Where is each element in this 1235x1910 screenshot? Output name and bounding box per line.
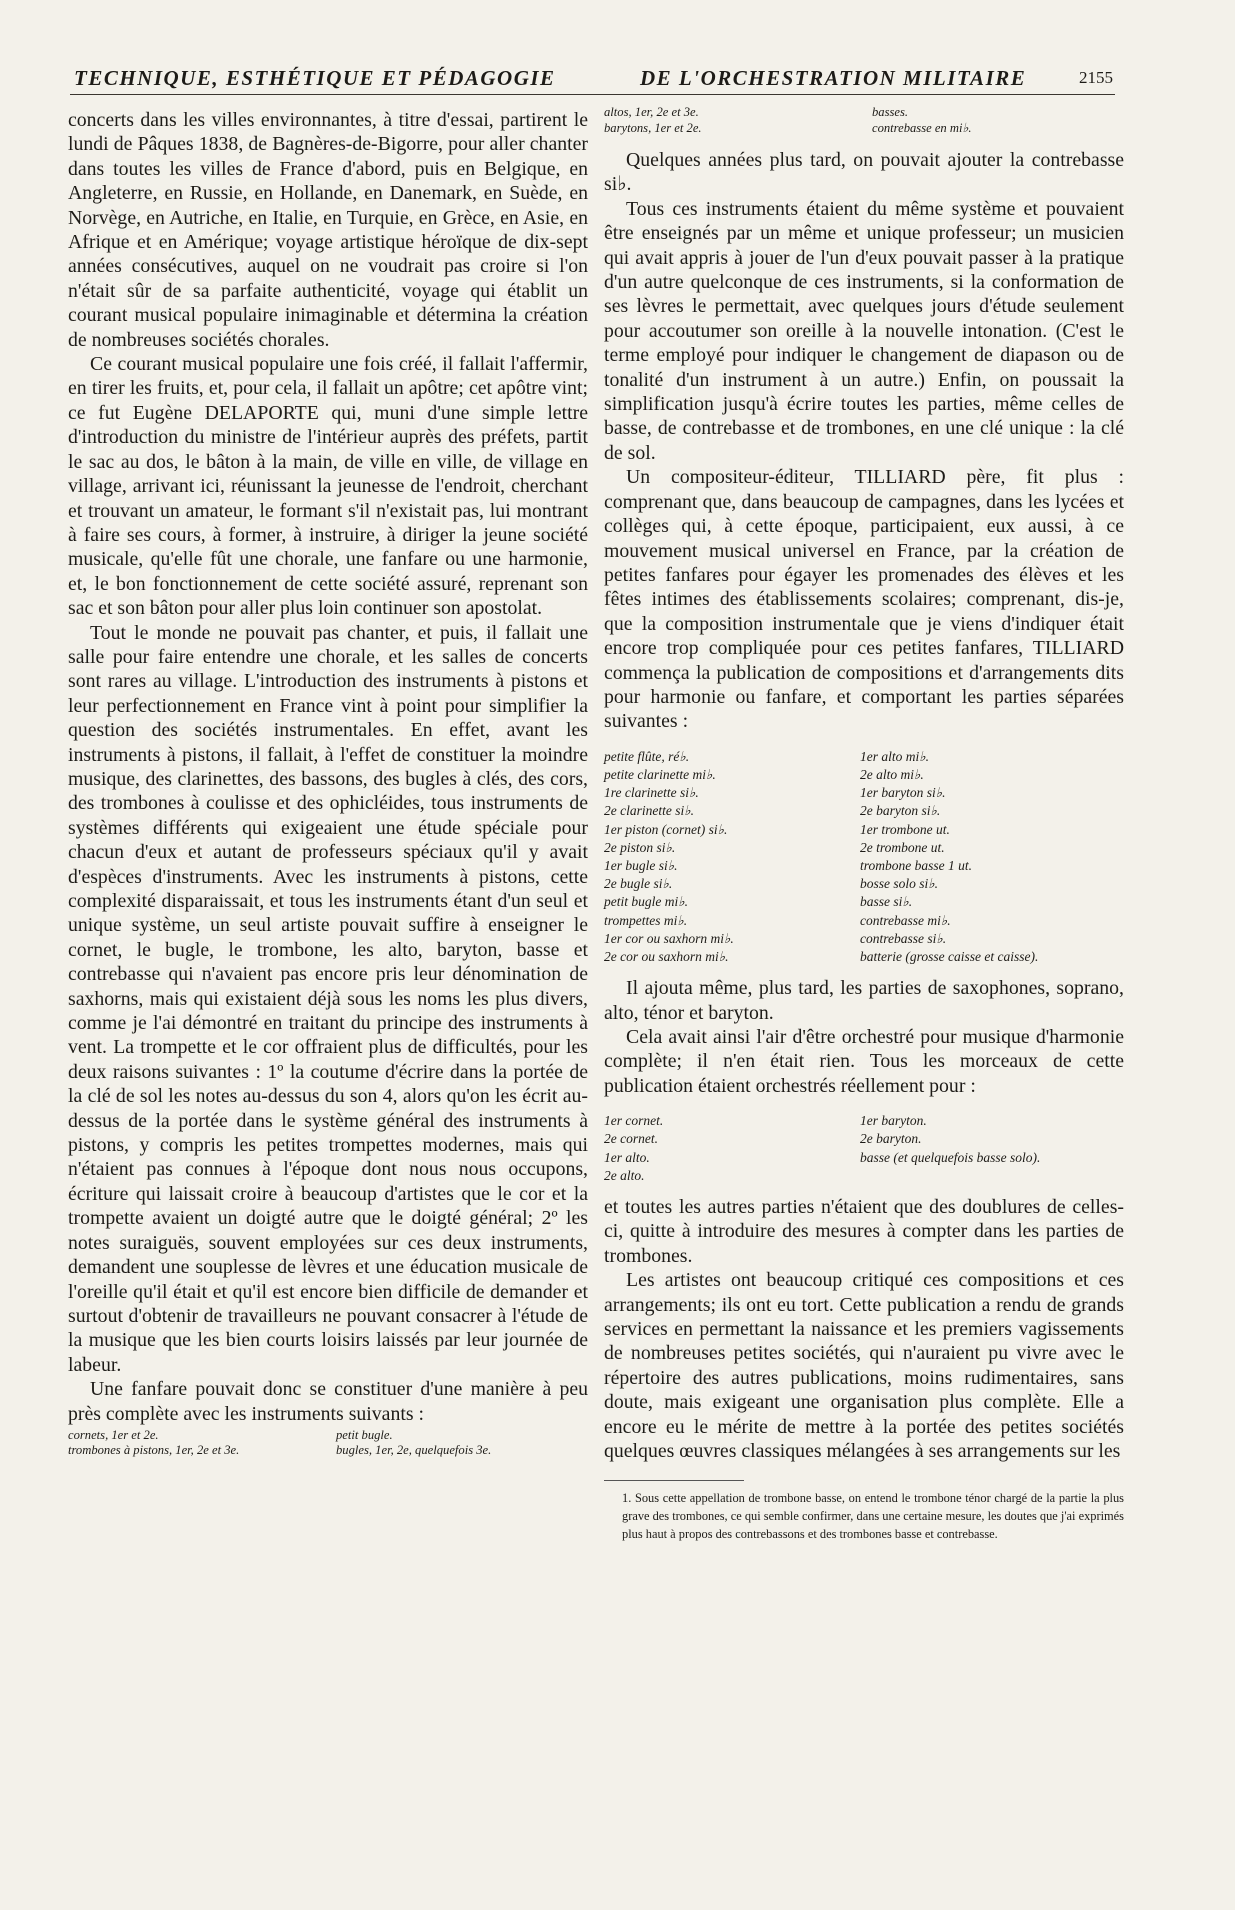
list-item: 2e alto mi♭. — [860, 766, 924, 782]
list-item: 1er trombone ut. — [860, 821, 950, 837]
paragraph: Quelques années plus tard, on pouvait ajouter la contrebasse si♭. — [604, 149, 1124, 196]
running-header — [70, 64, 1115, 95]
list-item: petite flûte, ré♭. — [604, 748, 690, 764]
list-item: 1er bugle si♭. — [604, 857, 678, 873]
list-item: petit bugle. — [336, 1427, 393, 1442]
list-item: 1er piston (cornet) si♭. — [604, 821, 728, 837]
list-item: barytons, 1er et 2e. — [604, 120, 702, 135]
paragraph: concerts dans les villes environnantes, à titre d'essai, partirent le lundi de Pâques 1838, de Bagnères-de-Bigorre, pour aller chanter dans toutes les villes de France d'abord, puis en Belgique, en Angleterre, en Russie, en Hollande, en Danemark, en Suède, en Norvège, en Autriche, en Italie, en Turquie, en Grèce, en Asie, en Afrique et en Amérique; voyage artistique héroïque de dix-sept années consécutives, auquel on ne voudrait pas croire si l'on n'était sûr de sa parfaite authenticité, voyage qui établit un courant musical populaire inimaginable et détermina la création de nombreuses sociétés chorales. — [68, 109, 588, 351]
list-item: 2e clarinette si♭. — [604, 803, 694, 819]
list-item: petit bugle mi♭. — [604, 894, 688, 910]
real-parts-list — [604, 1112, 1124, 1185]
list-item: 1er baryton. — [860, 1113, 927, 1129]
paragraph: et toutes les autres parties n'étaient que des doublures de celles-ci, quitte à introduire des mesures à compter dans les parties de trombones. — [604, 1196, 1124, 1267]
left-column — [68, 108, 588, 1471]
list-item: basse si♭. — [860, 894, 913, 910]
list-item: 2e bugle si♭. — [604, 876, 673, 892]
list-item: 1er cornet. — [604, 1113, 664, 1129]
list-item: batterie (grosse caisse et caisse). — [860, 948, 1039, 964]
list-item: 2e cor ou saxhorn mi♭. — [604, 948, 729, 964]
list-item: 2e baryton. — [860, 1131, 922, 1147]
page-number: 2155 — [1079, 68, 1113, 87]
list-item: contrebasse mi♭. — [860, 912, 951, 928]
footnote-rule — [604, 1480, 744, 1481]
header-right-title: DE L'ORCHESTRATION MILITAIRE — [640, 66, 1027, 90]
list-item: 2e piston si♭. — [604, 839, 676, 855]
list-item: cornets, 1er et 2e. — [68, 1427, 159, 1442]
instrument-list-continued — [604, 105, 1124, 136]
paragraph: Les artistes ont beaucoup critiqué ces compositions et ces arrangements; ils ont eu tort. Cette publication a rendu de grands services en permettant la naissance et les premiers vagissements de nombreuses petites sociétés, qui n'auraient pu vivre avec le répertoire des autres publications, moins rudimentaires, sans doute, mais exigeant une organisation plus complète. Elle a encore eu le mérite de mettre à la portée des petites sociétés quelques œuvres classiques mélangées à ses arrangements sur les — [604, 1269, 1124, 1463]
list-item: basse (et quelquefois basse solo). — [860, 1149, 1041, 1165]
list-item: contrebasse en mi♭. — [872, 120, 972, 135]
paragraph: Ce courant musical populaire une fois créé, il fallait l'affermir, en tirer les fruits, et, pour cela, il fallait un apôtre; cet apôtre vint; ce fut Eugène DELAPORTE qui, muni d'une simple lettre d'introduction du ministre de l'intérieur auprès des préfets, partit le sac au dos, le bâton à la main, de ville en ville, de village en village, arrivant ici, réunissant la jeunesse de l'endroit, cherchant et trouvant un amateur, le formant s'il n'existait pas, lui montrant à faire ses cours, à former, à instruire, à diriger la jeune société musicale, qu'elle fût une chorale, une fanfare ou une harmonie, et, le bon fonctionnement de cette société assuré, reprenant son sac et son bâton pour aller plus loin continuer son apostolat. — [68, 353, 588, 620]
list-item: bosse solo si♭. — [860, 876, 939, 892]
list-item: trompettes mi♭. — [604, 912, 688, 928]
list-item: 2e baryton si♭. — [860, 803, 941, 819]
list-item: 2e cornet. — [604, 1131, 658, 1147]
list-item: 1er alto mi♭. — [860, 748, 929, 764]
right-column — [604, 105, 1124, 1543]
separate-parts-list — [604, 748, 1124, 966]
list-item: 1er baryton si♭. — [860, 785, 946, 801]
list-item: petite clarinette mi♭. — [604, 766, 716, 782]
list-item: 1er cor ou saxhorn mi♭. — [604, 930, 734, 946]
paragraph: Un compositeur-éditeur, TILLIARD père, fit plus : comprenant que, dans beaucoup de campagnes, dans les lycées et collèges qui, à cette époque, participaient, eux aussi, à ce mouvement musical universel en France, par la création de petites fanfares pour égayer les promenades des élèves et les fêtes intimes des établissements scolaires; comprenant, dis-je, que la composition instrumentale que je viens d'indiquer était encore trop compliquée pour ces petites fanfares, TILLIARD commença la publication de compositions et d'arrangements dits pour harmonie ou fanfare, et comportant les parties séparées suivantes : — [604, 466, 1124, 733]
paragraph: Cela avait ainsi l'air d'être orchestré pour musique d'harmonie complète; il n'en était rien. Tous les morceaux de cette publication étaient orchestrés réellement pour : — [604, 1026, 1124, 1097]
list-item: trombones à pistons, 1er, 2e et 3e. — [68, 1443, 240, 1458]
instrument-list — [68, 1428, 588, 1459]
list-item: altos, 1er, 2e et 3e. — [604, 105, 699, 119]
list-item: bugles, 1er, 2e, quelquefois 3e. — [336, 1443, 492, 1458]
paragraph: Tous ces instruments étaient du même système et pouvaient être enseignés par un même et unique professeur; un musicien qui avait appris à jouer de l'un d'eux pouvait passer à la pratique d'un autre quelconque de ces instruments, si la conformation de ses lèvres le permettait, avec quelques jours d'étude seulement pour accoutumer son oreille à la nouvelle intonation. (C'est le terme employé pour indiquer le changement de diapason ou de tonalité d'un instrument à un autre.) Enfin, on poussait la simplification jusqu'à écrire toutes les parties, même celles de basse, de contrebasse et de trombones, en une clé unique : la clé de sol. — [604, 197, 1124, 464]
header-left-title: TECHNIQUE, ESTHÉTIQUE ET PÉDAGOGIE — [74, 66, 556, 90]
footnote-text: 1. Sous cette appellation de trombone basse, on entend le trombone ténor chargé de la partie la plus grave des trombones, ce qui semble confirmer, dans une certaine mesure, les doutes que j'ai exprimés plus haut à propos des contrebassons et des trombones basse et contrebasse. — [622, 1490, 1125, 1541]
list-item: 2e trombone ut. — [860, 839, 945, 855]
paragraph: Tout le monde ne pouvait pas chanter, et puis, il fallait une salle pour faire entendre une chorale, et les salles de concerts sont rares au village. L'introduction des instruments à pistons et leur perfectionnement en France vint à point pour simplifier la question des sociétés instrumentales. En effet, avant les instruments à pistons, il fallait, à l'effet de constituer la moindre musique, des clarinettes, des bassons, des bugles à clés, des cors, des trombones à coulisse et des ophicléides, tous instruments de systèmes différents qui exigeaient une étude spéciale pour chacun d'eux et autant de professeurs spéciaux qu'il y avait d'espèces d'instruments. Avec les instruments à pistons, cette complexité disparaissait, et tous les instruments étant d'un seul et unique système, un seul artiste pouvait suffire à enseigner le cornet, le bugle, le trombone, les alto, baryton, basse et contrebasse qui n'avaient pas encore pris leur dénomination de saxhorns, mais qui existaient déjà sous les noms les plus divers, comme je l'ai démontré en traitant du principe des instruments à vent. La trompette et le cor offraient plus de difficultés, pour les deux raisons suivantes : 1º la coutume d'écrire dans la portée de la clé de sol les notes au-dessus du son 4, alors qu'on les écrit au-dessus de la portée dans le système général des instruments à pistons, y compris les petites trompettes modernes, mais qui n'étaient pas connues à l'époque dont nous nous occupons, écriture qui laissait croire à beaucoup d'artistes que le cor et la trompette avaient un doigté autre que le doigté général; 2º les notes suraiguës, souvent employées sur ces deux instruments, demandent une souplesse de lèvres et une éducation musicale de l'oreille qu'il était et qu'il est encore bien difficile de demander et surtout d'obtenir de travailleurs ne pouvant consacrer à l'étude de la musique que les bien courts loisirs laissés par leur journée de labeur. — [68, 621, 588, 1376]
list-item: contrebasse si♭. — [860, 930, 947, 946]
list-item: basses. — [872, 105, 909, 119]
list-item: 1re clarinette si♭. — [604, 785, 699, 801]
paragraph: Il ajouta même, plus tard, les parties de saxophones, soprano, alto, ténor et baryton. — [604, 977, 1124, 1024]
list-item — [860, 1167, 1124, 1185]
list-item: 2e alto. — [604, 1167, 645, 1183]
footnote — [604, 1480, 1124, 1543]
list-item: trombone basse 1 ut. — [860, 857, 972, 873]
paragraph: Une fanfare pouvait donc se constituer d'une manière à peu près complète avec les instruments suivants : — [68, 1378, 588, 1425]
list-item: 1er alto. — [604, 1149, 650, 1165]
